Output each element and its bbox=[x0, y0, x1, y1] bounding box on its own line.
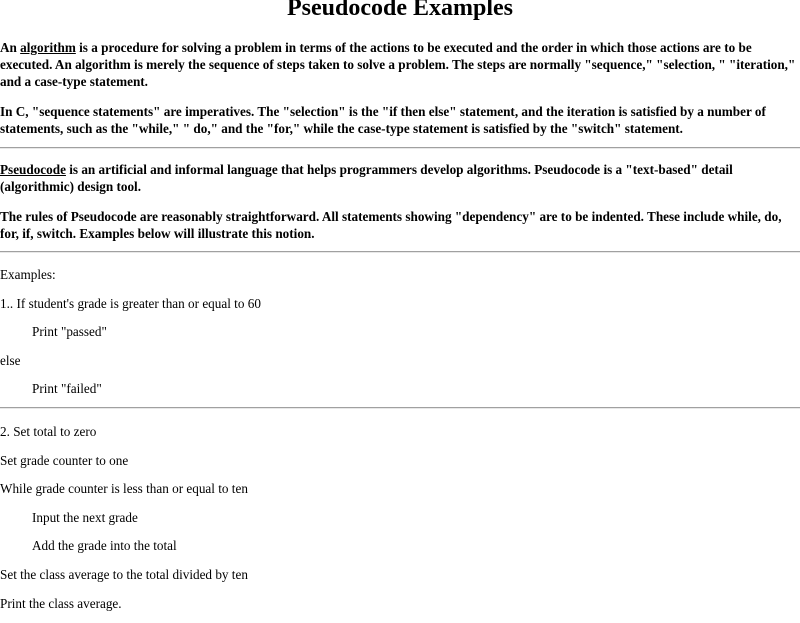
example-2 bbox=[0, 423, 800, 623]
pseudocode-line: Print the class average. bbox=[0, 595, 122, 611]
c-statements-paragraph: In C, "sequence statements" are imperatives. The "selection" is the "if then else" statement, and the iteration is satisfied by a number of statements, such as the "while," " do," and the "for," while the case-type statement is satisfied by the "switch" statement. bbox=[0, 104, 766, 136]
pseudocode-section bbox=[0, 161, 800, 242]
pseudocode-line: Set grade counter to one bbox=[0, 452, 129, 468]
pseudocode-paragraph bbox=[0, 161, 800, 195]
examples-heading: Examples: bbox=[0, 267, 56, 282]
pseudocode-line: 1.. If student's grade is greater than or equal to 60 bbox=[0, 295, 261, 311]
example-1-lines bbox=[0, 295, 800, 409]
text-fragment: An bbox=[0, 40, 21, 55]
divider bbox=[0, 407, 800, 409]
pseudocode-line: Print "failed" bbox=[32, 381, 102, 397]
pseudocode-line: Print "passed" bbox=[32, 324, 107, 340]
divider bbox=[0, 147, 800, 149]
page-title: Pseudocode Examples bbox=[286, 0, 513, 21]
pseudocode-line: else bbox=[0, 352, 21, 368]
pseudocode-line: 2. Set total to zero bbox=[0, 423, 97, 439]
algorithm-link[interactable]: algorithm bbox=[20, 40, 76, 55]
pseudocode-link[interactable]: Pseudocode bbox=[0, 162, 66, 177]
text-fragment: is a procedure for solving a problem in terms of the actions to be executed and the order in which those actions are to be executed. An algorithm is merely the sequence of steps taken to solve a problem. The steps are normally "sequence," "selection, " "iteration," and a case-type statement. bbox=[0, 40, 796, 89]
pseudocode-line: Set the class average to the total divided by ten bbox=[0, 566, 248, 582]
divider bbox=[0, 251, 800, 253]
rules-paragraph: The rules of Pseudocode are reasonably straightforward. All statements showing "dependency" are to be indented. These include while, do, for, if, switch. Examples below will illustrate this notion. bbox=[0, 209, 782, 241]
pseudocode-line: Add the grade into the total bbox=[32, 538, 177, 554]
algorithm-paragraph bbox=[0, 39, 800, 90]
example-1 bbox=[0, 266, 800, 409]
pseudocode-line: Input the next grade bbox=[32, 509, 138, 525]
algorithm-section bbox=[0, 39, 800, 137]
example-2-lines bbox=[0, 423, 800, 623]
text-fragment: is an artificial and informal language that helps programmers develop algorithms. Pseudocode is a "text-based" detail (algorithmic) design tool. bbox=[0, 162, 733, 194]
pseudocode-line: While grade counter is less than or equal to ten bbox=[0, 481, 248, 497]
